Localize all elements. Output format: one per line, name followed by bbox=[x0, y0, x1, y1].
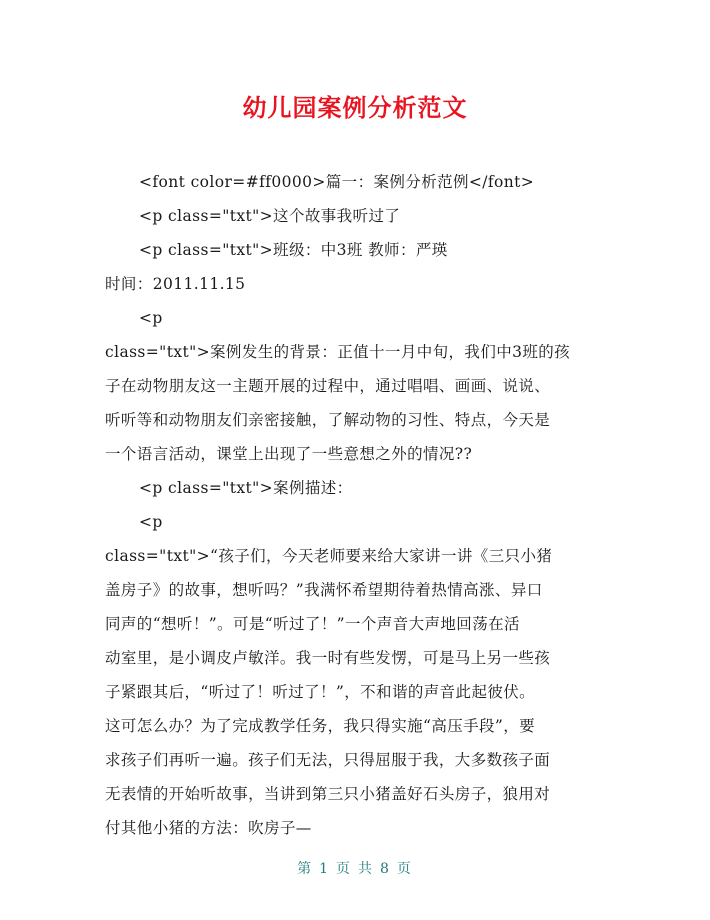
footer-prefix: 第 bbox=[297, 861, 314, 877]
text-line: 子紧跟其后，“听过了！听过了！”，不和谐的声音此起彼伏。 bbox=[105, 683, 536, 701]
text-line: 动室里，是小调皮卢敏洋。我一时有些发愣，可是马上另一些孩 bbox=[105, 649, 551, 667]
text-line: <p class="txt">这个故事我听过了 bbox=[139, 207, 401, 225]
text-line: <p class="txt">案例描述： bbox=[139, 479, 353, 497]
text-line: 盖房子》的故事，想听吗？”我满怀希望期待着热情高涨、异口 bbox=[105, 581, 543, 599]
text-line: <font color=#ff0000>篇一：案例分析范例</font> bbox=[139, 173, 535, 191]
footer-total-unit: 页 bbox=[396, 861, 413, 877]
footer-page-number: 1 bbox=[319, 861, 330, 877]
footer-total-pages: 8 bbox=[380, 861, 391, 877]
text-line: 子在动物朋友这一主题开展的过程中，通过唱唱、画画、说说、 bbox=[105, 377, 551, 395]
text-line: <p bbox=[139, 309, 163, 327]
page-footer bbox=[0, 858, 710, 878]
text-line: 一个语言活动，课堂上出现了一些意想之外的情况?? bbox=[105, 445, 473, 463]
text-line: <p bbox=[139, 513, 163, 531]
text-line: 时间：2011.11.15 bbox=[105, 275, 246, 293]
text-line: 听听等和动物朋友们亲密接触，了解动物的习性、特点，今天是 bbox=[105, 411, 551, 429]
document-body bbox=[105, 165, 605, 845]
footer-total-prefix: 共 bbox=[358, 861, 374, 877]
text-line: class="txt">“孩子们，今天老师要来给大家讲一讲《三只小猪 bbox=[105, 547, 553, 565]
text-line: <p class="txt">班级：中3班 教师：严瑛 bbox=[139, 241, 448, 259]
text-line: 这可怎么办？为了完成教学任务，我只得实施“高压手段”，要 bbox=[105, 717, 536, 735]
text-line: class="txt">案例发生的背景：正值十一月中旬，我们中3班的孩 bbox=[105, 343, 571, 361]
footer-page-unit: 页 bbox=[336, 861, 352, 877]
document-title: 幼儿园案例分析范文 bbox=[242, 94, 468, 122]
text-line: 求孩子们再听一遍。孩子们无法，只得屈服于我，大多数孩子面 bbox=[105, 751, 551, 769]
text-line: 付其他小猪的方法：吹房子— bbox=[105, 819, 312, 837]
text-line: 同声的“想听！”。可是“听过了！”一个声音大声地回荡在活 bbox=[105, 615, 520, 633]
text-line: 无表情的开始听故事，当讲到第三只小猪盖好石头房子，狼用对 bbox=[105, 785, 551, 803]
